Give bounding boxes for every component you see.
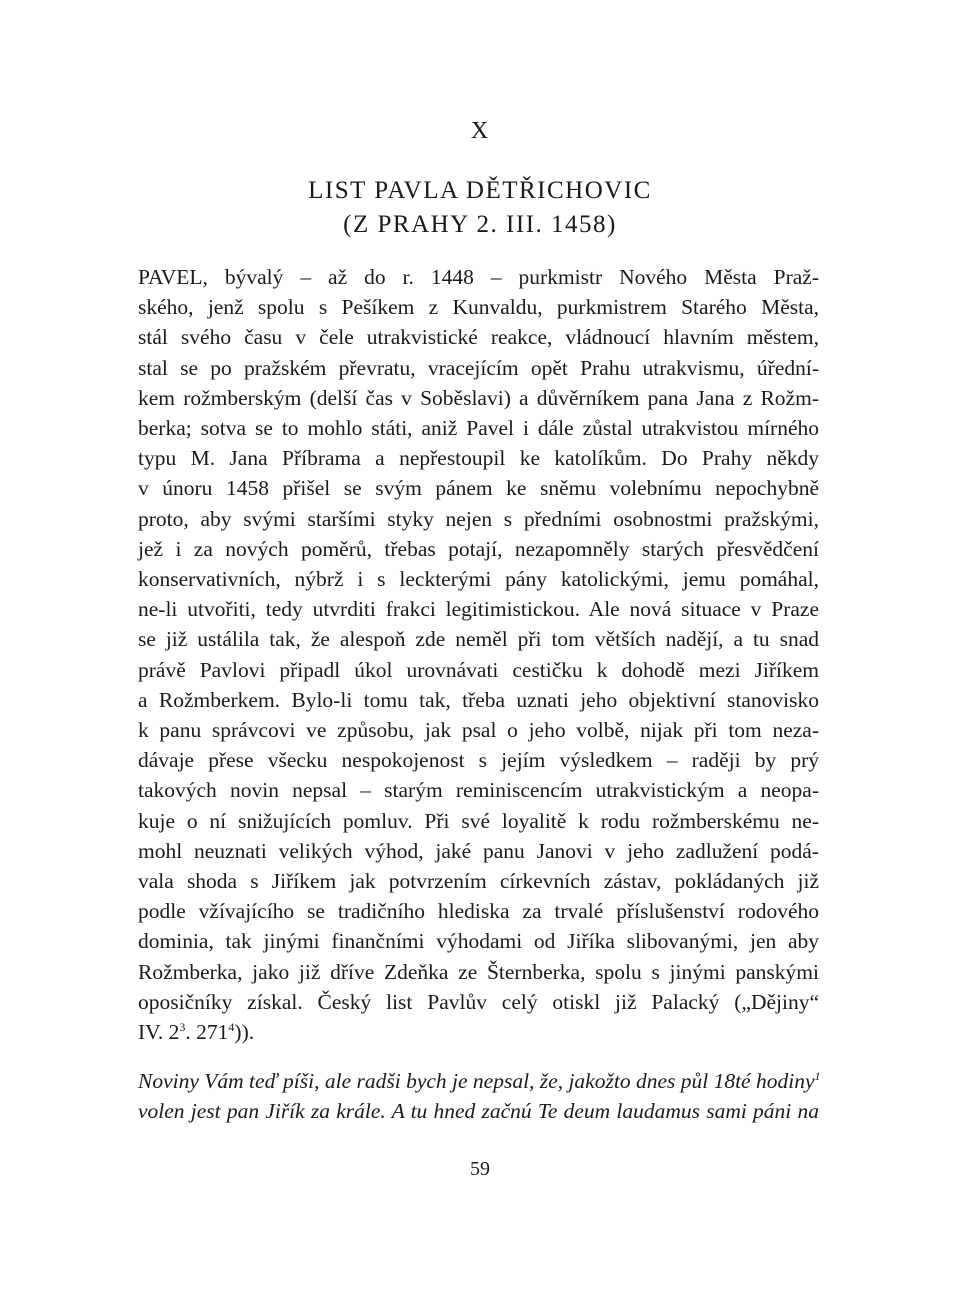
- letter-line: volen jest pan Jiřík za krále. A tu hned začnú Te deum laudamus sami páni na: [138, 1099, 819, 1124]
- citation-superscript: 4: [228, 1019, 235, 1034]
- text-line: dominia, tak jinými finančními výhodami od Jiříka slibovanými, jen aby: [138, 929, 819, 954]
- text-line: berka; sotva se to mohlo státi, aniž Pavel i dále zůstal utrakvistou mírného: [138, 416, 819, 441]
- text-line: dávaje přese všecku nespokojenost s jejím výsledkem – raději by prý: [138, 748, 819, 773]
- text-line: typu M. Jana Příbrama a nepřestoupil ke katolíkům. Do Prahy někdy: [138, 446, 819, 471]
- heading-date: (Z PRAHY 2. III. 1458): [343, 211, 617, 238]
- citation-superscript: 3: [179, 1019, 186, 1034]
- text-line: právě Pavlovi připadl úkol urovnávati cestičku k dohodě mezi Jiříkem: [138, 657, 819, 682]
- text-line-citation: [138, 1017, 819, 1047]
- text-line: k panu správcovi ve způsobu, jak psal o jeho volbě, nijak při tom neza-: [138, 718, 819, 743]
- text-line: ne-li utvořiti, tedy utvrditi frakci legitimistickou. Ale nová situace v Praze: [138, 597, 819, 622]
- text-line: podle vžívajícího se tradičního hlediska za trvalé příslušenství rodového: [138, 899, 819, 924]
- text-line: oposičníky získal. Český list Pavlův celý otiskl již Palacký („Dějiny“: [138, 989, 819, 1014]
- chapter-heading: [0, 174, 960, 242]
- text-line: stal se po pražském převratu, vracejícím opět Prahu utrakvismu, úřední-: [138, 355, 819, 380]
- letter-line-text: Noviny Vám teď píši, ale radši bych je nepsal, že, jakožto dnes půl 18té hodiny: [138, 1069, 815, 1093]
- text-line: v únoru 1458 přišel se svým pánem ke sněmu volebnímu nepochybně: [138, 476, 819, 501]
- citation-text: . 271: [185, 1020, 229, 1045]
- letter-text: [138, 1066, 819, 1126]
- footnote-marker: 1: [814, 1068, 821, 1083]
- letter-line: [138, 1066, 819, 1096]
- text-line: ského, jenž spolu s Pešíkem z Kunvaldu, purkmistrem Starého Města,: [138, 295, 819, 320]
- intro-paragraph: [138, 262, 819, 1047]
- text-line: konservativních, nýbrž i s leckterými pány katolickými, jemu pomáhal,: [138, 567, 819, 592]
- text-line: Rožmberka, jako již dříve Zdeňka ze Šternberka, spolu s jinými panskými: [138, 959, 819, 984]
- page-number: 59: [470, 1158, 490, 1180]
- text-line: kuje o ní snižujících pomluv. Při své loyalitě k rodu rožmberskému ne-: [138, 808, 819, 833]
- text-line: jež i za nových poměrů, třebas potají, nezapomněly starých přesvědčení: [138, 536, 819, 561]
- text-line: vala shoda s Jiříkem jak potvrzením církevních zástav, pokládaných již: [138, 869, 819, 894]
- text-line: PAVEL, bývalý – až do r. 1448 – purkmistr Nového Města Praž-: [138, 265, 819, 289]
- text-line: a Rožmberkem. Bylo-li tomu tak, třeba uznati jeho objektivní stanovisko: [138, 687, 819, 712]
- citation-text: )).: [234, 1020, 255, 1045]
- text-line: takových novin nepsal – starým reminiscencím utrakvistickým a neopa-: [138, 778, 819, 803]
- text-line: kem rožmberským (delší čas v Soběslavi) a důvěrníkem pana Jana z Rožm-: [138, 385, 819, 410]
- text-line: stál svého času v čele utrakvistické reakce, vládnoucí hlavním městem,: [138, 325, 819, 350]
- text-line: se již ustálila tak, že alespoň zde neměl při tom větších nadějí, a tu snad: [138, 627, 819, 652]
- chapter-number: X: [470, 118, 490, 144]
- heading-title: LIST PAVLA DĚTŘICHOVIC: [308, 177, 652, 204]
- text-line: proto, aby svými staršími styky nejen s předními osobnostmi pražskými,: [138, 506, 819, 531]
- citation-text: IV. 2: [138, 1020, 180, 1045]
- text-line: mohl neuznati velikých výhod, jaké panu Janovi v jeho zadlužení podá-: [138, 838, 819, 863]
